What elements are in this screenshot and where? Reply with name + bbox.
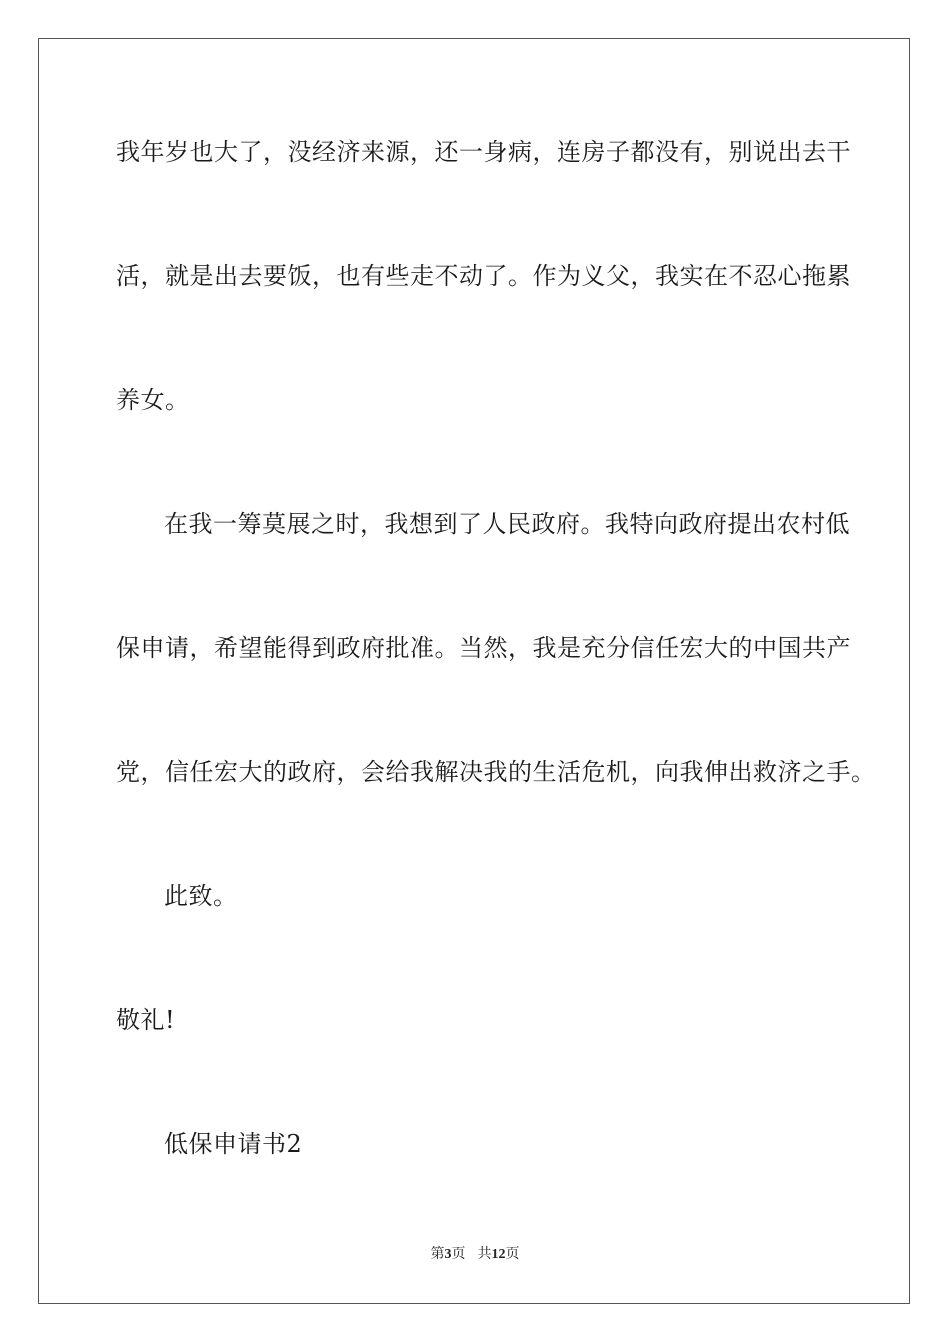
total-prefix: 共	[477, 1247, 492, 1262]
paragraph-line-4: 在我一筹莫展之时，我想到了人民政府。我特向政府提出农村低	[164, 510, 850, 538]
page-border	[38, 38, 910, 1304]
total-suffix: 页	[505, 1247, 520, 1262]
paragraph-line-3: 养女。	[116, 386, 190, 414]
closing-regards: 敬礼!	[116, 1006, 176, 1034]
total-pages: 12	[491, 1247, 506, 1262]
section-heading: 低保申请书2	[164, 1130, 303, 1158]
paragraph-line-6: 党，信任宏大的政府，会给我解决我的生活危机，向我伸出救济之手。	[116, 758, 876, 786]
paragraph-line-1: 我年岁也大了，没经济来源，还一身病，连房子都没有，别说出去干	[116, 138, 851, 166]
page-footer	[0, 1246, 950, 1264]
paragraph-line-5: 保申请，希望能得到政府批准。当然，我是充分信任宏大的中国共产	[116, 634, 851, 662]
page-suffix: 页	[451, 1247, 466, 1262]
page-number: 3	[444, 1247, 452, 1262]
page-prefix: 第	[430, 1247, 445, 1262]
paragraph-line-2: 活，就是出去要饭，也有些走不动了。作为义父，我实在不忍心拖累	[116, 262, 851, 290]
closing-salutation: 此致。	[164, 882, 238, 910]
